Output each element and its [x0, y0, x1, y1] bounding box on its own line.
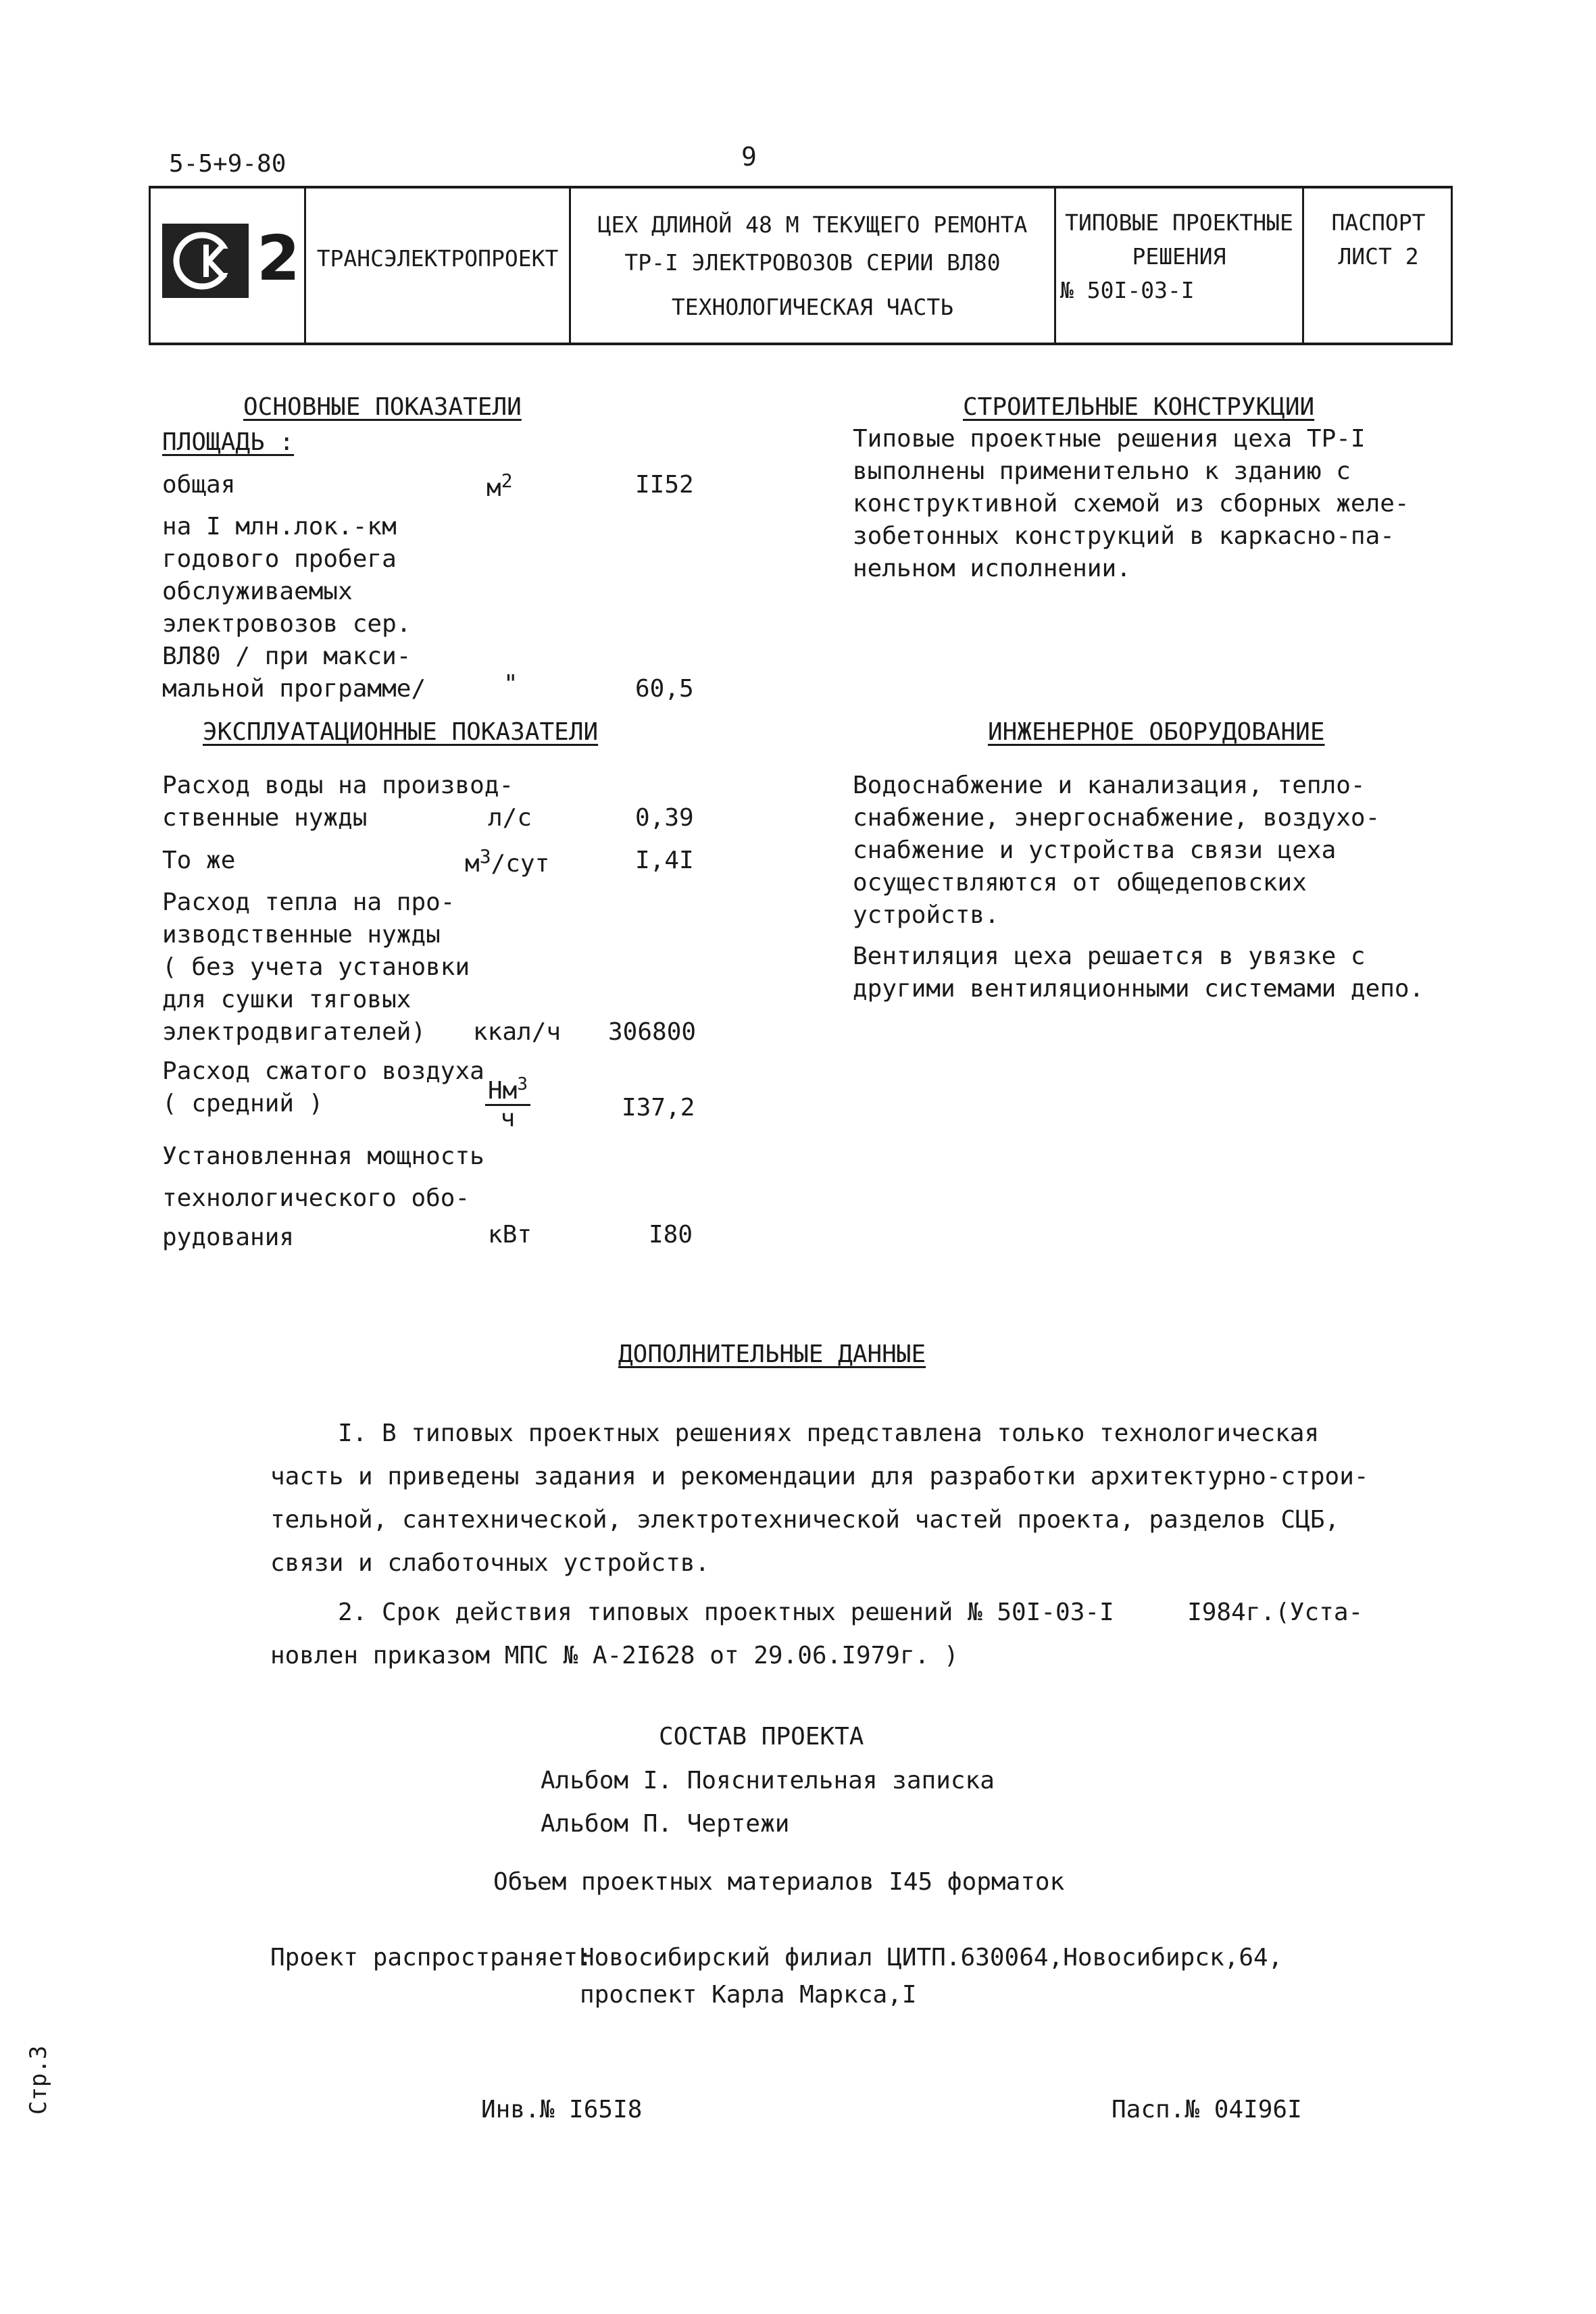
air-value: I37,2 — [622, 1094, 695, 1122]
logo-number: 2 — [257, 222, 301, 295]
construction-text: Типовые проектные решения цеха ТР-I выполнены применительно к зданию с конструктивной схемой из сборных желе- зобетонных конструкций в каркасно-па- нельном исполнении. — [853, 425, 1410, 582]
additional-paragraph-2: 2. Срок действия типовых проектных решений № 50I-03-I I984г.(Уста- новлен приказом МПС № А-2I628 от 29.06.I979г. ) — [270, 1599, 1364, 1669]
document-title: ЦЕХ ДЛИНОЙ 48 М ТЕКУЩЕГО РЕМОНТА ТР-I ЭЛЕКТРОВОЗОВ СЕРИИ ВЛ80 ТЕХНОЛОГИЧЕСКАЯ ЧАСТЬ — [597, 211, 1028, 320]
same-unit: $м^3$/сут — [465, 845, 550, 878]
same-label: То же — [162, 847, 236, 874]
engineering-title: ИНЖЕНЕРНОЕ ОБОРУДОВАНИЕ — [988, 718, 1325, 746]
per-million-description: на I млн.лок.-км годового пробега обслуживаемых электровозов сер. ВЛ80 / при макси- мальной программе/ — [162, 513, 426, 703]
engineering-text-1: Водоснабжение и канализация, тепло- снабжение, энергоснабжение, воздухо- снабжение и устройства связи цеха осуществляются от общедеповских устройств. — [853, 772, 1380, 929]
passport-number: Пасп.№ 04I96I — [1112, 2096, 1302, 2123]
power-description: Установленная мощность технологического обо- рудования — [162, 1142, 484, 1251]
total-area-label: общая — [162, 471, 236, 499]
total-area-unit: $м^2$ — [487, 470, 513, 502]
distribution-line-2: проспект Карла Маркса,I — [580, 1981, 917, 2009]
album-1: Альбом I. Пояснительная записка — [541, 1767, 995, 1794]
page-number: 9 — [741, 142, 757, 172]
power-value: I80 — [649, 1221, 693, 1249]
heat-description: Расход тепла на про- изводственные нужды ( без учета установки для сушки тяговых электродвигателей) — [162, 888, 470, 1046]
side-page-label: Стр.3 — [25, 2045, 52, 2115]
air-description: Расход сжатого воздуха ( средний ) — [162, 1057, 484, 1117]
doc-code: 5-5+9-80 — [169, 150, 286, 178]
operational-title: ЭКСПЛУАТАЦИОННЫЕ ПОКАЗАТЕЛИ — [203, 718, 599, 746]
power-unit: кВт — [488, 1221, 532, 1249]
main-indicators-title: ОСНОВНЫЕ ПОКАЗАТЕЛИ — [243, 393, 522, 421]
construction-title: СТРОИТЕЛЬНЫЕ КОНСТРУКЦИИ — [963, 393, 1315, 421]
water-description: Расход воды на производ- ственные нужды — [162, 772, 514, 832]
logo-icon — [162, 224, 249, 298]
air-unit: $\frac{Нм^3}{ч}$ — [485, 1076, 530, 1132]
organization-name: ТРАНСЭЛЕКТРОПРОЕКТ — [316, 245, 559, 272]
composition-title: СОСТАВ ПРОЕКТА — [659, 1723, 864, 1751]
total-area-value: II52 — [635, 471, 694, 499]
passport-sheet: ПАСПОРТ ЛИСТ 2 — [1331, 209, 1426, 270]
water-unit: л/с — [488, 804, 532, 832]
typical-solutions: ТИПОВЫЕ ПРОЕКТНЫЕ РЕШЕНИЯ № 50I-03-I — [1060, 209, 1293, 303]
header-table — [149, 186, 1453, 345]
additional-title: ДОПОЛНИТЕЛЬНЫЕ ДАННЫЕ — [618, 1340, 926, 1368]
per-million-value: 60,5 — [635, 675, 694, 703]
distribution-label: Проект распространяет: — [270, 1944, 593, 1971]
water-value: 0,39 — [635, 804, 694, 832]
project-volume: Объем проектных материалов I45 форматок — [493, 1868, 1065, 1896]
album-2: Альбом П. Чертежи — [541, 1810, 790, 1838]
same-value: I,4I — [635, 847, 694, 874]
additional-paragraph-1: I. В типовых проектных решениях представлена только технологическая часть и приведены задания и рекомендации для разработки архитектурно-строи- тельной, сантехнической, электротехнической частей проекта, разделов СЦБ, связи и слаботочных устройств. — [270, 1419, 1369, 1577]
area-label: ПЛОЩАДЬ : — [162, 428, 295, 456]
inventory-number: Инв.№ I65I8 — [481, 2096, 643, 2123]
per-million-unit: " — [503, 670, 518, 698]
heat-value: 306800 — [608, 1018, 697, 1046]
heat-unit: ккал/ч — [473, 1018, 562, 1046]
distribution-line-1: Новосибирский филиал ЦИТП.630064,Новосибирск,64, — [580, 1944, 1283, 1971]
engineering-text-2: Вентиляция цеха решается в увязке с другими вентиляционными системами депо. — [853, 942, 1424, 1003]
